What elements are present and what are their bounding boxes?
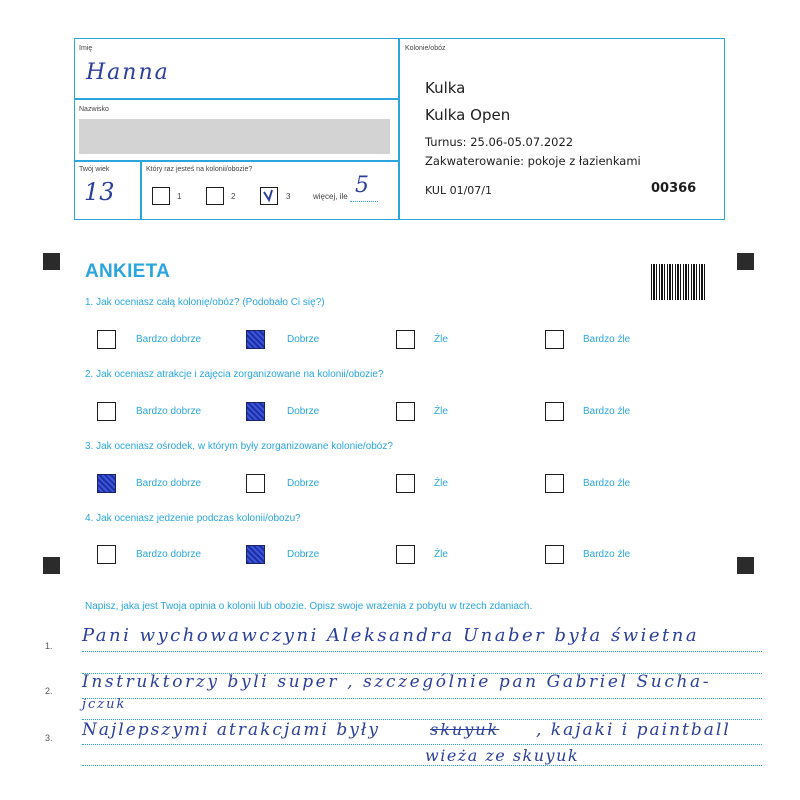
option-label: Dobrze [287, 478, 320, 489]
option-label: Bardzo źle [583, 406, 631, 417]
question-1: 1. Jak oceniasz całą kolonię/obóz? (Podobało Ci się?) [85, 297, 325, 308]
option-label: Bardzo dobrze [136, 406, 202, 417]
q2-option-bardzo-zle[interactable] [545, 402, 564, 421]
form-number: 00366 [651, 181, 697, 196]
surname-label: Nazwisko [79, 106, 109, 113]
q4-option-bardzo-dobrze[interactable] [97, 545, 116, 564]
registration-marker [737, 557, 754, 574]
survey-title: ANKIETA [85, 261, 171, 282]
header-divider [140, 160, 142, 220]
q4-option-bardzo-zle[interactable] [545, 545, 564, 564]
q3-option-bardzo-dobrze[interactable] [97, 474, 116, 493]
q1-option-zle[interactable] [396, 330, 415, 349]
opinion-line-1[interactable]: Pani wychowawczyni Aleksandra Unaber była świetna [82, 625, 700, 646]
q1-option-dobrze[interactable] [246, 330, 265, 349]
writing-line [82, 698, 762, 699]
option-label: Bardzo dobrze [136, 549, 202, 560]
header-divider [74, 160, 399, 162]
question-4: 4. Jak oceniasz jedzenie podczas kolonii/obozu? [85, 513, 301, 524]
option-label: Dobrze [287, 406, 320, 417]
header-divider [74, 98, 399, 100]
name-label: Imię [79, 45, 93, 52]
option-label: Bardzo dobrze [136, 478, 202, 489]
q3-option-bardzo-zle[interactable] [545, 474, 564, 493]
times-option-label: 3 [286, 192, 291, 201]
opinion-instruction: Napisz, jaka jest Twoja opinia o kolonii lub obozie. Opisz swoje wrażenia z pobytu w trzech zdaniach. [85, 601, 533, 612]
barcode [651, 264, 705, 300]
q2-option-dobrze[interactable] [246, 402, 265, 421]
q4-option-dobrze[interactable] [246, 545, 265, 564]
crossed-out-word: skuyuk [430, 720, 500, 739]
question-2: 2. Jak oceniasz atrakcje i zajęcia zorganizowane na kolonii/obozie? [85, 369, 384, 380]
camp-name: Kulka [425, 79, 466, 97]
registration-marker [737, 253, 754, 270]
writing-line [82, 651, 762, 652]
header-divider [398, 38, 400, 220]
option-label: Źle [434, 549, 448, 560]
option-label: Bardzo dobrze [136, 334, 202, 345]
option-label: Bardzo źle [583, 549, 631, 560]
line-number: 1. [45, 641, 53, 651]
q2-option-bardzo-dobrze[interactable] [97, 402, 116, 421]
camp-label: Kolonie/obóz [405, 45, 446, 52]
name-value[interactable]: Hanna [86, 60, 170, 85]
times-label: Który raz jesteś na kolonii/obozie? [146, 166, 253, 173]
writing-line [82, 765, 762, 766]
accommodation-text: Zakwaterowanie: pokoje z łazienkami [425, 154, 641, 168]
more-dotted-line [350, 201, 378, 202]
q1-option-bardzo-dobrze[interactable] [97, 330, 116, 349]
age-value[interactable]: 13 [84, 178, 115, 206]
times-checkbox-1[interactable] [152, 187, 170, 205]
line-number: 2. [45, 686, 53, 696]
option-label: Źle [434, 334, 448, 345]
more-value[interactable]: 5 [355, 173, 369, 198]
times-checkbox-2[interactable] [206, 187, 224, 205]
option-label: Bardzo źle [583, 334, 631, 345]
q4-option-zle[interactable] [396, 545, 415, 564]
q1-option-bardzo-zle[interactable] [545, 330, 564, 349]
line-number: 3. [45, 733, 53, 743]
registration-marker [43, 253, 60, 270]
opinion-line-2[interactable]: Instruktorzy byli super , szczególnie pan Gabriel Sucha- [82, 672, 712, 692]
option-label: Bardzo źle [583, 478, 631, 489]
q3-option-zle[interactable] [396, 474, 415, 493]
option-label: Dobrze [287, 549, 320, 560]
camp-program: Kulka Open [425, 106, 511, 124]
writing-line [82, 744, 762, 745]
surname-redacted [79, 119, 390, 154]
opinion-line-3-end[interactable]: , kajaki i paintball [536, 720, 731, 740]
opinion-line-3-insertion[interactable]: wieża ze skuyuk [425, 746, 580, 765]
turnus-text: Turnus: 25.06-05.07.2022 [425, 135, 574, 149]
handwritten-check-mark [261, 188, 276, 203]
age-label: Twój wiek [79, 166, 110, 173]
q2-option-zle[interactable] [396, 402, 415, 421]
more-label: więcej, ile [313, 192, 348, 201]
question-3: 3. Jak oceniasz ośrodek, w którym były zorganizowane kolonie/obóz? [85, 441, 393, 452]
times-option-label: 2 [231, 192, 236, 201]
times-option-label: 1 [177, 192, 182, 201]
opinion-line-2-continuation[interactable]: jczuk [82, 697, 127, 712]
times-checkbox-3[interactable] [260, 187, 278, 205]
option-label: Źle [434, 478, 448, 489]
opinion-line-3[interactable]: Najlepszymi atrakcjami były [82, 720, 380, 740]
option-label: Dobrze [287, 334, 320, 345]
registration-marker [43, 557, 60, 574]
option-label: Źle [434, 406, 448, 417]
camp-code: KUL 01/07/1 [425, 184, 492, 197]
q3-option-dobrze[interactable] [246, 474, 265, 493]
